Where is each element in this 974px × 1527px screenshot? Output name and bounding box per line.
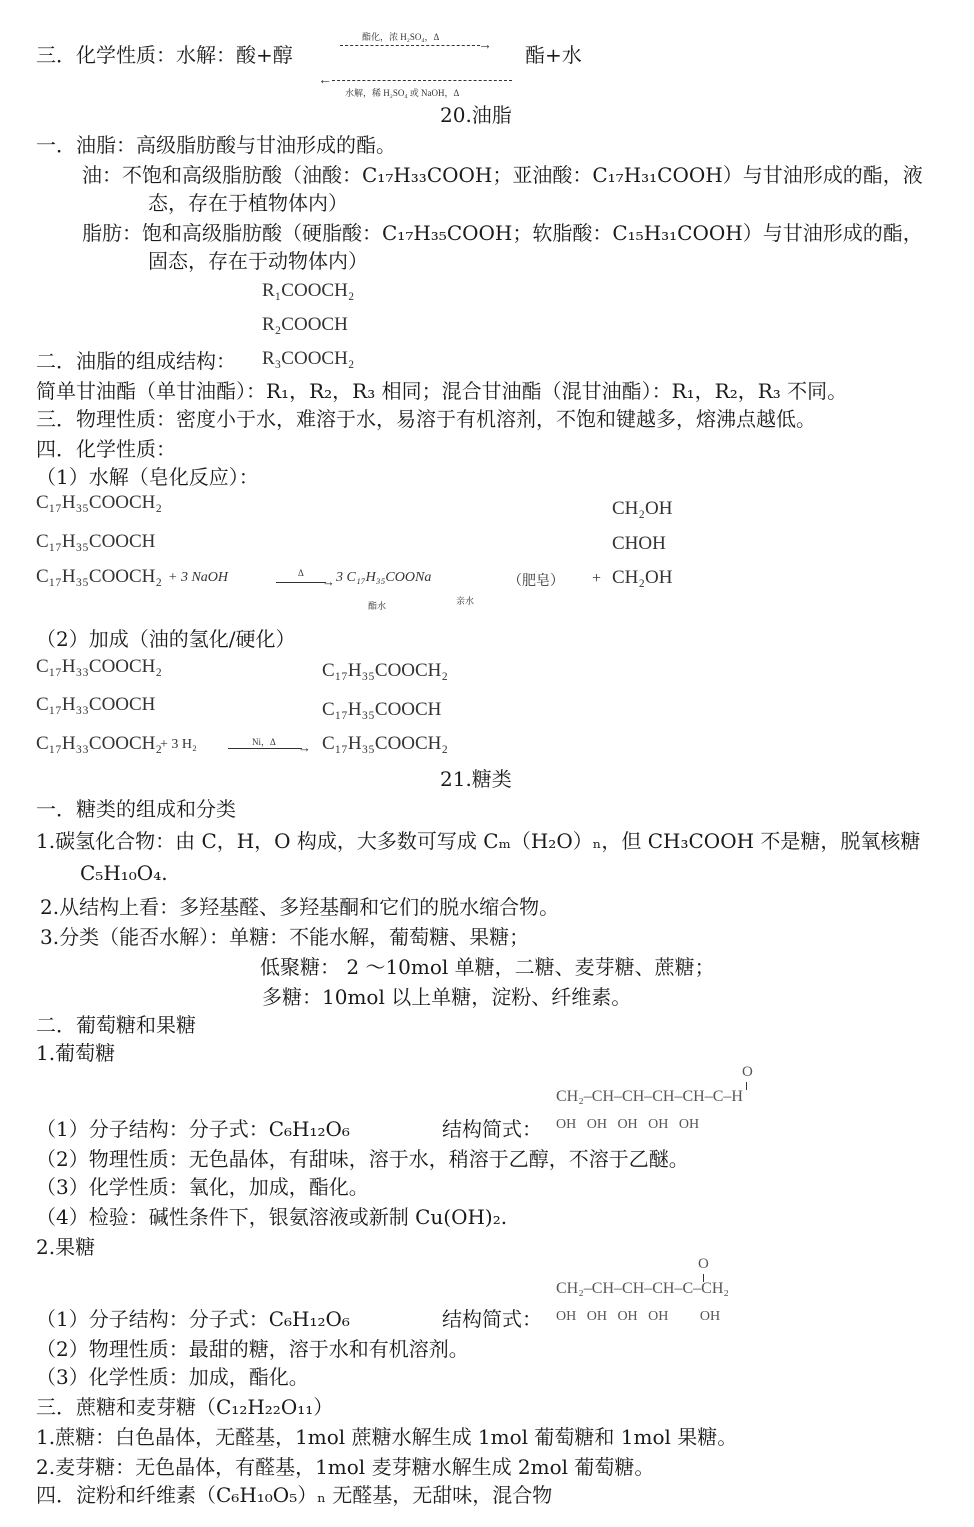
glucose-chemical: （3）化学性质：氧化，加成，酯化。 bbox=[36, 1175, 369, 1199]
sap-left-row-1: C₁₇H₃₅COOCH₂ bbox=[36, 492, 163, 513]
fructose-hydroxyls: OH OH OH OH OH bbox=[556, 1309, 721, 1324]
fat-definition: 一．油脂：高级脂肪酸与甘油形成的酯。 bbox=[36, 133, 396, 157]
forward-arrow-line bbox=[340, 45, 480, 46]
glucose-test: （4）检验：碱性条件下，银氨溶液或新制 Cu(OH)₂. bbox=[36, 1205, 508, 1229]
saponification-heading: （1）水解（皂化反应）： bbox=[36, 465, 259, 489]
carbohydrate-definition-2: C₅H₁₀O₄. bbox=[80, 861, 168, 885]
ester-water-product: 酯+水 bbox=[525, 43, 582, 67]
fat-definition-2: 固态，存在于动物体内） bbox=[148, 249, 368, 273]
hydrolysis-line: 三．化学性质：水解：酸+醇 bbox=[36, 43, 293, 67]
glucose-carbonyl-bond bbox=[746, 1082, 747, 1090]
sap-arrow-line bbox=[276, 582, 326, 583]
triglyceride-row-2: R₂COOCH bbox=[262, 314, 348, 335]
sap-reagent: + 3 NaOH bbox=[168, 570, 229, 585]
sap-left-row-3: C₁₇H₃₅COOCH₂ bbox=[36, 566, 163, 587]
glucose-chain: CH₂–CH–CH–CH–CH–C–H bbox=[556, 1088, 743, 1105]
hyd-left-row-3: C₁₇H₃₃COOCH₂ bbox=[36, 733, 163, 754]
carbohydrate-definition-1: 1.碳氢化合物：由 C，H，O 构成，大多数可写成 Cₘ（H₂O）ₙ，但 CH₃COOH 不是糖，脱氧核糖 bbox=[36, 829, 921, 853]
sap-hydrophobic-label: 酯水 bbox=[368, 601, 387, 611]
hyd-reagent: + 3 H₂ bbox=[160, 737, 197, 752]
fructose-physical: （2）物理性质：最甜的糖，溶于水和有机溶剂。 bbox=[36, 1337, 469, 1361]
sap-hydrophilic-label: 亲水 bbox=[456, 596, 475, 606]
sap-arrow-icon: → bbox=[322, 574, 335, 589]
fructose-chain: CH₂–CH–CH–CH–C–CH₂ bbox=[556, 1280, 729, 1297]
hyd-condition: Ni，Δ bbox=[252, 737, 276, 747]
sap-condition: Δ bbox=[298, 568, 304, 578]
starch-cellulose-line: 四．淀粉和纤维素（C₆H₁₀O₅）ₙ 无醛基，无甜味，混合物 bbox=[36, 1483, 553, 1507]
maltose-line: 2.麦芽糖：无色晶体，有醛基，1mol 麦芽糖水解生成 2mol 葡萄糖。 bbox=[36, 1455, 655, 1479]
glucose-fructose-heading: 二．葡萄糖和果糖 bbox=[36, 1013, 196, 1037]
glycerol-row-2: CHOH bbox=[612, 533, 666, 554]
forward-arrow-icon: → bbox=[478, 38, 492, 53]
glucose-heading: 1.葡萄糖 bbox=[36, 1041, 116, 1065]
classification-monosaccharide: 3.分类（能否水解）：单糖：不能水解，葡萄糖、果糖； bbox=[40, 925, 530, 949]
sap-plus: + bbox=[592, 570, 602, 587]
fructose-chemical: （3）化学性质：加成，酯化。 bbox=[36, 1365, 309, 1389]
oil-definition-1: 油：不饱和高级脂肪酸（油酸：C₁₇H₃₃COOH；亚油酸：C₁₇H₃₁COOH）与甘油形成的酯，液 bbox=[82, 163, 923, 187]
glucose-formula: （1）分子结构：分子式：C₆H₁₂O₆ bbox=[36, 1117, 350, 1141]
fructose-carbonyl-o: O bbox=[698, 1256, 709, 1272]
sap-left-row-2: C₁₇H₃₅COOCH bbox=[36, 531, 156, 552]
fructose-heading: 2.果糖 bbox=[36, 1235, 96, 1259]
hydrolysis-condition: 水解，稀 H₂SO₄ 或 NaOH，Δ bbox=[345, 88, 460, 98]
glucose-physical: （2）物理性质：无色晶体，有甜味，溶于水，稍溶于乙醇，不溶于乙醚。 bbox=[36, 1147, 689, 1171]
reverse-arrow-line bbox=[332, 80, 512, 81]
hyd-right-row-1: C₁₇H₃₅COOCH₂ bbox=[322, 660, 449, 681]
hydrogenation-heading: （2）加成（油的氢化/硬化） bbox=[36, 627, 296, 651]
composition-heading: 二．油脂的组成结构： bbox=[36, 349, 236, 373]
hyd-arrow-icon: → bbox=[298, 740, 311, 755]
fructose-structure-label: 结构简式： bbox=[442, 1307, 542, 1331]
glycerol-row-3: CH₂OH bbox=[612, 567, 673, 588]
esterification-condition: 酯化，浓 H₂SO₄，Δ bbox=[362, 32, 440, 42]
triglyceride-row-1: R₁COOCH₂ bbox=[262, 280, 355, 301]
sucrose-line: 1.蔗糖：白色晶体，无醛基，1mol 蔗糖水解生成 1mol 葡萄糖和 1mol 果糖。 bbox=[36, 1425, 738, 1449]
classification-polysaccharide: 多糖：10mol 以上单糖，淀粉、纤维素。 bbox=[262, 985, 632, 1009]
glucose-structure-label: 结构简式： bbox=[442, 1117, 542, 1141]
hyd-left-row-2: C₁₇H₃₃COOCH bbox=[36, 694, 156, 715]
chemical-properties-heading: 四．化学性质： bbox=[36, 437, 176, 461]
structural-view: 2.从结构上看：多羟基醛、多羟基酮和它们的脱水缩合物。 bbox=[40, 895, 560, 919]
sucrose-maltose-heading: 三．蔗糖和麦芽糖（C₁₂H₂₂O₁₁） bbox=[36, 1395, 334, 1419]
reverse-arrow-icon: ← bbox=[318, 73, 332, 88]
fat-definition-1: 脂肪：饱和高级脂肪酸（硬脂酸：C₁₇H₃₅COOH；软脂酸：C₁₅H₃₁COOH）与甘油形成的酯， bbox=[82, 221, 923, 245]
classification-oligosaccharide: 低聚糖： 2 ～10mol 单糖，二糖、麦芽糖、蔗糖； bbox=[260, 955, 715, 979]
glycerol-row-1: CH₂OH bbox=[612, 498, 673, 519]
fructose-formula: （1）分子结构：分子式：C₆H₁₂O₆ bbox=[36, 1307, 350, 1331]
sap-product: 3 C₁₇H₃₅COONa bbox=[336, 570, 432, 585]
glucose-hydroxyls: OH OH OH OH OH bbox=[556, 1117, 700, 1132]
physical-properties: 三．物理性质：密度小于水，难溶于水，易溶于有机溶剂，不饱和键越多，熔沸点越低。 bbox=[36, 407, 816, 431]
hyd-arrow-line bbox=[228, 748, 302, 749]
glyceride-types: 简单甘油酯（单甘油酯）：R₁，R₂，R₃ 相同；混合甘油酯（混甘油酯）：R₁，R₂，R₃ 不同。 bbox=[36, 379, 848, 403]
saccharide-heading: 一．糖类的组成和分类 bbox=[36, 797, 236, 821]
glucose-carbonyl-o: O bbox=[742, 1064, 753, 1080]
section-20-title: 20.油脂 bbox=[440, 103, 512, 127]
triglyceride-row-3: R₃COOCH₂ bbox=[262, 348, 355, 369]
soap-label: （肥皂） bbox=[508, 574, 564, 589]
oil-definition-2: 态，存在于植物体内） bbox=[148, 191, 348, 215]
hyd-right-row-2: C₁₇H₃₅COOCH bbox=[322, 699, 442, 720]
hyd-left-row-1: C₁₇H₃₃COOCH₂ bbox=[36, 656, 163, 677]
section-21-title: 21.糖类 bbox=[440, 767, 512, 791]
hyd-right-row-3: C₁₇H₃₅COOCH₂ bbox=[322, 733, 449, 754]
